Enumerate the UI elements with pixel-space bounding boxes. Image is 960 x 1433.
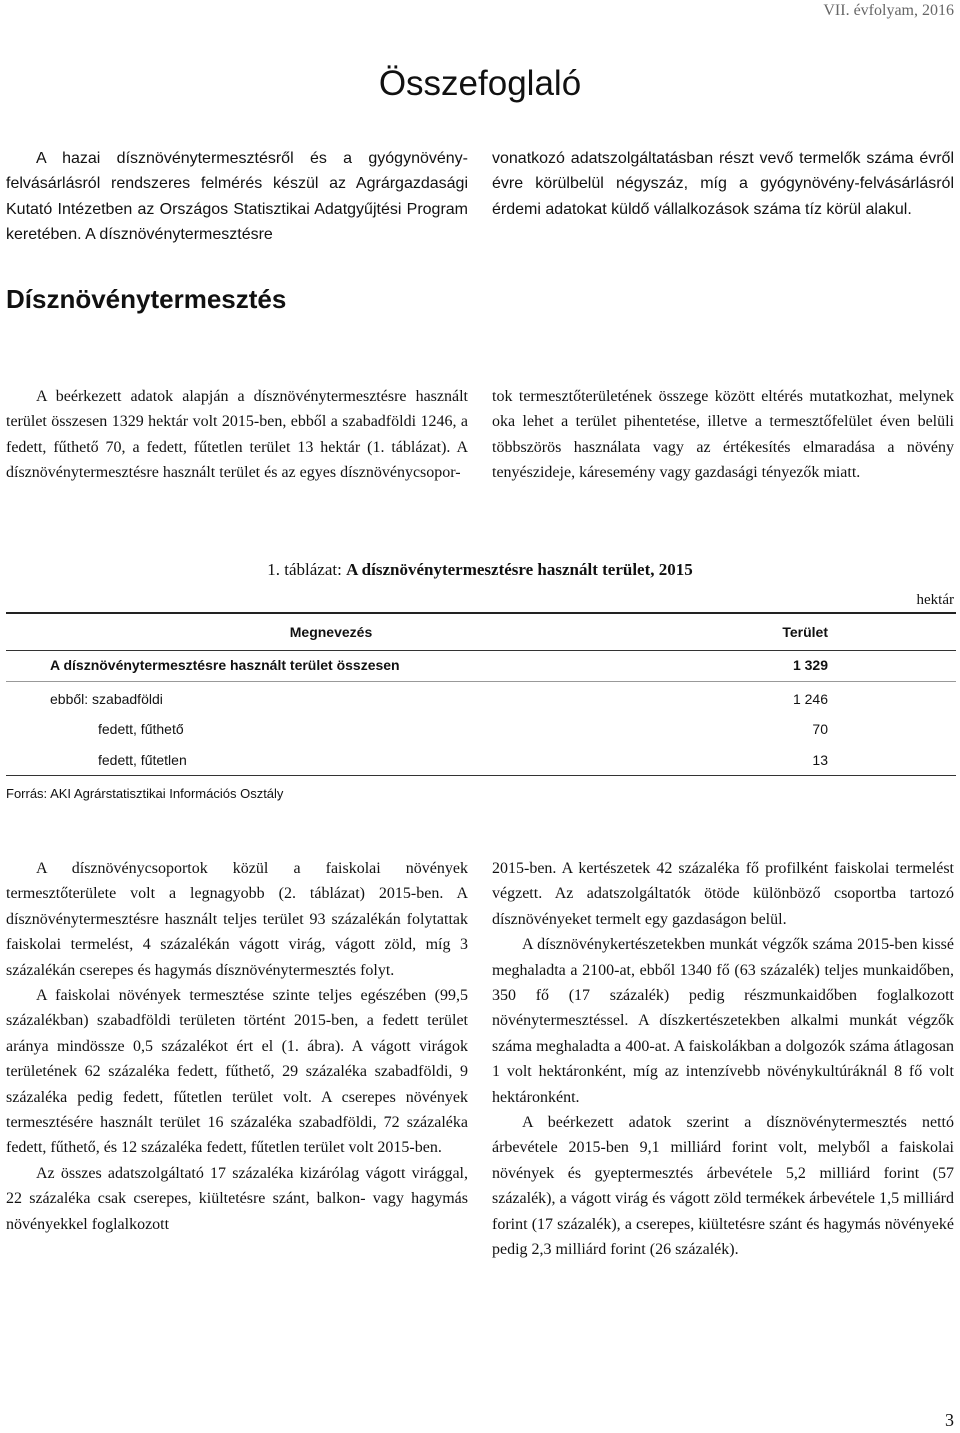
para1-right-text: tok termesztőterületének összege között eltérés mutatkozhat, melynek oka lehet a terület pihentetése, illetve a termesztőfelület éven belüli többszörös használata vagy az értékesítés elmaradása a növény tenyészideje, káresemény vagy gazdasági tényezők miatt. [492, 388, 954, 482]
column-header-value: Terület [782, 624, 828, 640]
body-left-paragraph: A faiskolai növények termesztése szinte teljes egészében (99,5 százalékban) szabadföldi területen történt 2015-ben, a fedett terület aránya mindössze 0,5 százalékot ért el (1. ábra). A vágott virágok területének 62 százaléka fedett, fűthető, 29 százaléka szabadföldi, 9 százaléka pedig fedett, fűtetlen terület volt. A cserepes növények termesztésére használt terület 16 százaléka szabadföldi, 72 százaléka fedett, fűthető, és 12 százaléka fedett, fűtetlen terület volt 2015-ben. [6, 987, 468, 1157]
table-row [6, 714, 956, 745]
body-right-column [492, 856, 954, 1263]
row-name: ebből: szabadföldi [50, 691, 163, 707]
intro-right-text: vonatkozó adatszolgáltatásban részt vevő termelők száma évről évre körülbelül négyszáz, míg a gyógynövény-felvásárlásról érdemi adatokat küldő vállalkozások száma tíz körül alakul. [492, 150, 954, 218]
page-title: Összefoglaló [378, 64, 582, 103]
para1-right-column [492, 384, 954, 486]
table-caption-prefix: 1. táblázat: [267, 560, 347, 579]
body-left-paragraph: Az összes adatszolgáltató 17 százaléka kizárólag vágott virággal, 22 százaléka csak cserepes, kiültetésre szánt, balkon- vagy hagymás növényekkel foglalkozott [6, 1164, 468, 1233]
section-heading: Dísznövénytermesztés [6, 284, 287, 314]
intro-left-column [6, 146, 468, 248]
para1-left-text: A beérkezett adatok alapján a dísznövénytermesztésre használt terület összesen 1329 hektár volt 2015-ben, ebből a szabadföldi 1246, a fedett, fűthető 70, a fedett, fűtetlen terület 13 hektár (1. táblázat). A dísznövénytermesztésre használt terület és az egyes dísznövénycsopor- [6, 388, 468, 482]
row-name: fedett, fűthető [98, 721, 184, 737]
table-source: Forrás: AKI Agrárstatisztikai Információs Osztály [6, 786, 284, 801]
table-bottom-rule [6, 775, 956, 776]
intro-right-column [492, 146, 954, 222]
table-caption [0, 560, 960, 580]
row-value: 1 246 [792, 691, 828, 707]
row-divider [6, 681, 956, 682]
table-caption-title: A dísznövénytermesztésre használt terület, 2015 [346, 560, 693, 579]
table-unit: hektár [916, 592, 954, 608]
table-row [6, 745, 956, 776]
body-right-paragraph: 2015-ben. A kertészetek 42 százaléka fő profilként faiskolai termelést végzett. Az adatszolgáltatók ötöde különböző csoportba tartozó dísznövényeket termelt egy gazdaságon belül. [492, 860, 954, 928]
row-name: fedett, fűtetlen [98, 752, 187, 768]
body-left-paragraph: A dísznövénycsoportok közül a faiskolai növények termesztőterülete volt a legnagyobb (2. táblázat) 2015-ben. A dísznövénytermesztésre használt teljes terület 93 százalékán folytattak faiskolai termelést, 4 százalékán vágott virág, vágott zöld, míg 3 százalékán cserepes és hagymás dísznövénytermesztés folyt. [6, 860, 468, 979]
row-value: 1 329 [792, 657, 828, 673]
intro-left-text: A hazai dísznövénytermesztésről és a gyógynövény-felvásárlásról rendszeres felmérés készül az Agrárgazdasági Kutató Intézetben az Országos Statisztikai Adatgyűjtési Program keretében. A dísznövénytermesztésre [6, 150, 468, 244]
page-number: 3 [945, 1410, 954, 1430]
table-header-row [6, 612, 956, 650]
para1-left-column [6, 384, 468, 486]
row-value: 70 [812, 721, 828, 737]
row-name: A dísznövénytermesztésre használt terület összesen [50, 657, 400, 673]
body-right-paragraph: A dísznövénykertészetekben munkát végzők száma 2015-ben kissé meghaladta a 2100-at, ebből 1340 fő (63 százalék) teljes munkaidőben, 350 fő (17 százalék) pedig részmunkaidőben foglalkozott növénytermesztéssel. A díszkertészetekben alkalmi munkát végzők száma meghaladta a 400-at. A faiskolákban a dolgozók száma átlagosan 1 volt hektáronként, míg az intenzívebb növénykultúráknál 8 fő volt hektáronként. [492, 936, 954, 1106]
table-row [6, 684, 956, 715]
column-header-name: Megnevezés [289, 624, 373, 640]
row-value: 13 [812, 752, 828, 768]
body-left-column [6, 856, 468, 1237]
body-right-paragraph: A beérkezett adatok szerint a dísznövénytermesztés nettó árbevétele 2015-ben 9,1 milliárd forint volt, melyből a faiskolai növények és gyeptermesztés árbevétele 5,2 milliárd forint (57 százalék), a vágott virág és vágott zöld termékek árbevétele 1,5 milliárd forint (17 százalék), a cserepes, kiültetésre szánt és hagymás növényeké pedig 2,3 milliárd forint (26 százalék). [492, 1114, 954, 1259]
table-row [6, 650, 956, 681]
volume-label: VII. évfolyam, 2016 [823, 2, 954, 19]
